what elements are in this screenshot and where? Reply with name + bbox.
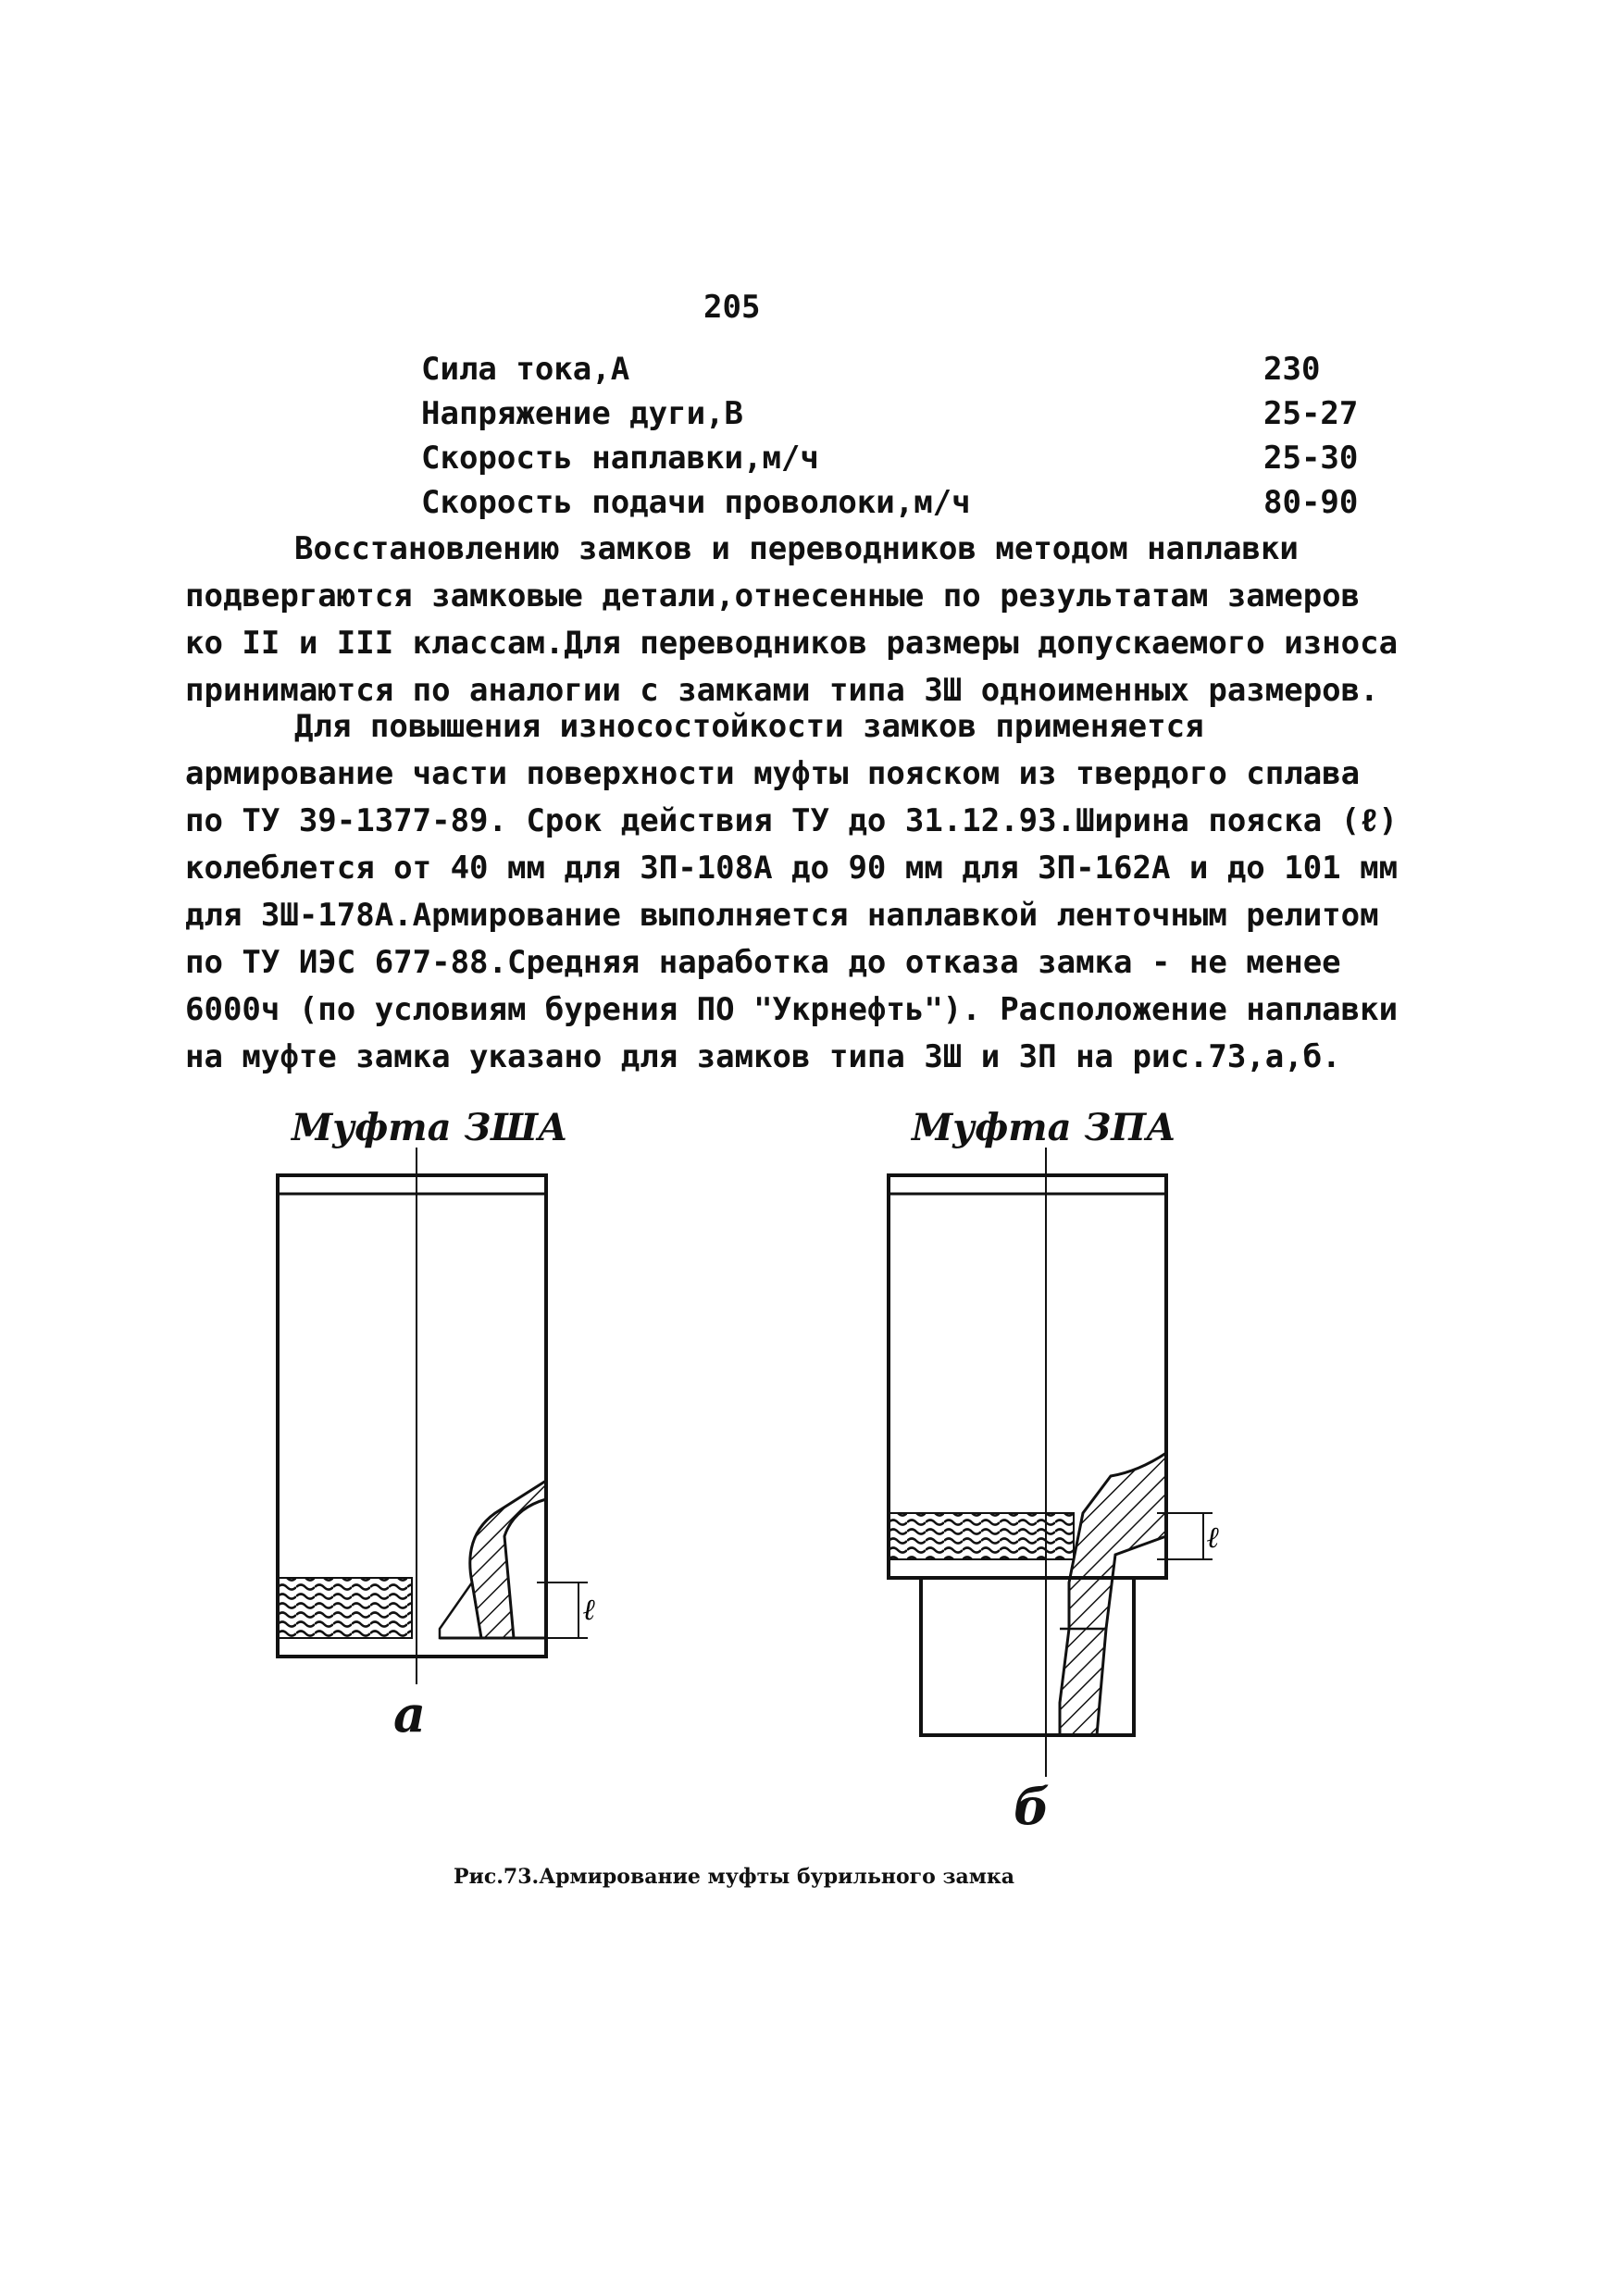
figure-left-title: Муфта ЗША xyxy=(292,1106,568,1149)
paragraph-hardfacing xyxy=(185,703,1416,1081)
page-number: 205 xyxy=(703,289,761,326)
param-label: Сила тока,А xyxy=(421,351,630,388)
param-row xyxy=(421,347,1402,391)
param-row xyxy=(421,480,1402,525)
param-value: 230 xyxy=(1263,351,1321,388)
dimension-label: ℓ xyxy=(583,1592,596,1627)
paragraph-restoration xyxy=(185,526,1416,714)
param-label: Скорость наплавки,м/ч xyxy=(421,440,819,477)
param-value: 80-90 xyxy=(1263,484,1359,521)
figure-right-letter: б xyxy=(1014,1777,1050,1836)
figure-caption: Рис.73.Армирование муфты бурильного замка xyxy=(454,1865,1015,1889)
param-value: 25-30 xyxy=(1263,440,1359,477)
figure-left-letter: а xyxy=(393,1684,426,1744)
param-row xyxy=(421,436,1402,480)
figure-right-title: Муфта ЗПА xyxy=(912,1106,1176,1149)
welding-parameters-table xyxy=(421,347,1402,525)
param-label: Скорость подачи проволоки,м/ч xyxy=(421,484,971,521)
param-value: 25-27 xyxy=(1263,395,1359,432)
dimension-label: ℓ xyxy=(1207,1520,1220,1555)
figure-right-drawing xyxy=(870,1148,1240,1777)
paragraph-text: Восстановлению замков и переводников методом наплавки подвергаются замковые детали,отнесенные по результатам замеров ко II и III классам.Для переводников размеры допускаемого износа принимаются по аналогии с замками типа ЗШ одноименных размеров. xyxy=(185,530,1399,709)
param-row xyxy=(421,391,1402,436)
figure-left-drawing xyxy=(259,1148,629,1684)
paragraph-text: Для повышения износостойкости замков применяется армирование части поверхности муфты пояском из твердого сплава по ТУ 39-1377-89. Срок действия ТУ до 31.12.93.Ширина пояска (ℓ) колеблется от 40 мм для ЗП-108А до 90 мм для ЗП-162А и до 101 мм для ЗШ-178А.Армирование выполняется наплавкой ленточным релитом по ТУ ИЭС 677-88.Средняя наработка до отказа замка - не менее 6000ч (по условиям бурения ПО "Укрнефть"). Расположение наплавки на муфте замка указано для замков типа ЗШ и ЗП на рис.73,а,б. xyxy=(185,708,1399,1075)
param-label: Напряжение дуги,В xyxy=(421,395,743,432)
